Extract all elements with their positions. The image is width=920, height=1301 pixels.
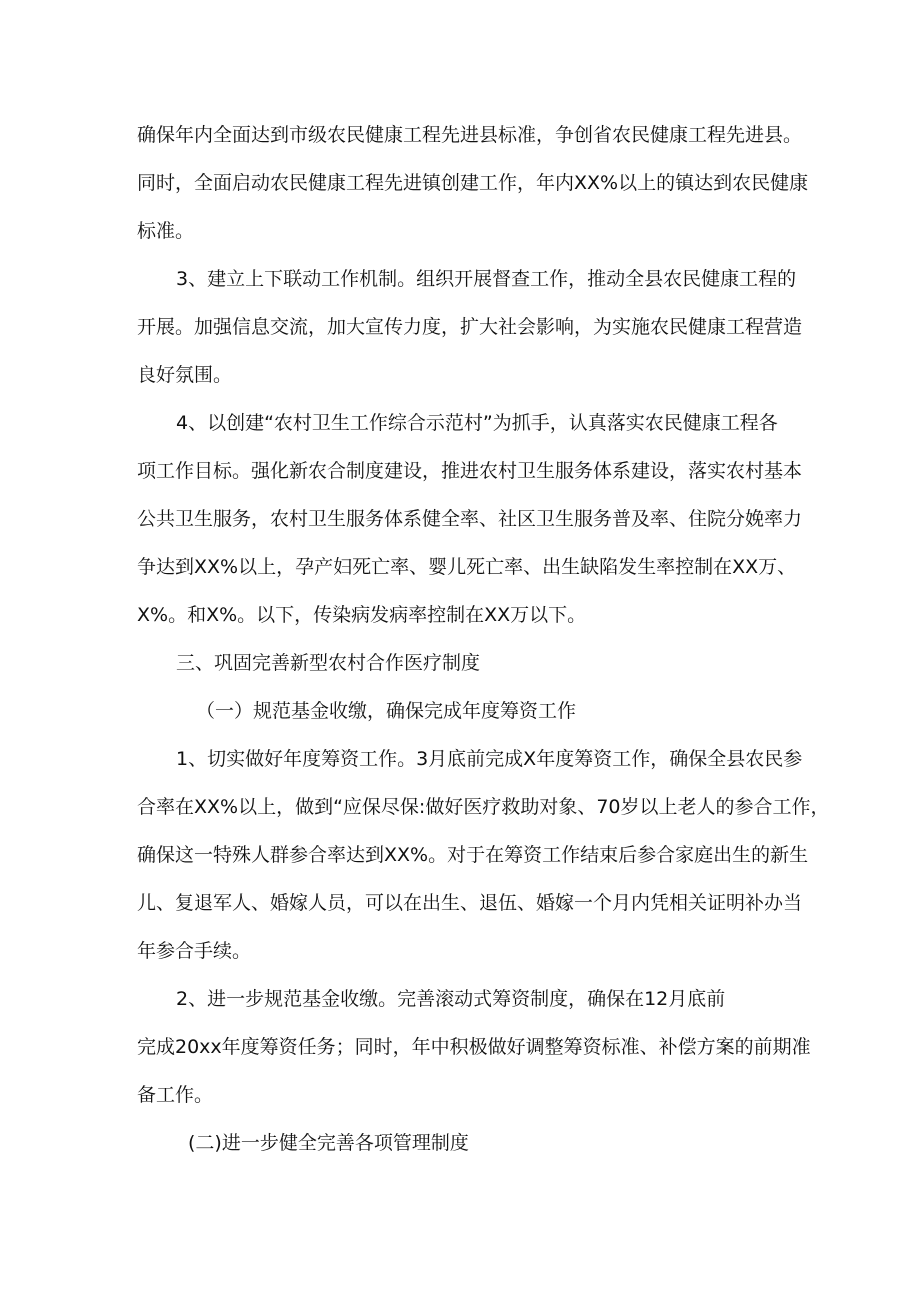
text-line: X%。和X%。以下，传染病发病率控制在XX万以下。 <box>137 604 587 626</box>
text-line: 开展。加强信息交流，加大宣传力度，扩大社会影响，为实施农民健康工程营造 <box>137 316 803 338</box>
text-line: 合率在XX%以上，做到“应保尽保:做好医疗救助对象、70岁以上老人的参合工作， <box>137 796 830 818</box>
text-line: 确保这一特殊人群参合率达到XX%。对于在筹资工作结束后参合家庭出生的新生 <box>137 844 809 866</box>
text-line: 备工作。 <box>137 1084 214 1106</box>
text-line: 项工作目标。强化新农合制度建设，推进农村卫生服务体系建设，落实农村基本 <box>137 460 803 482</box>
section-heading: 三、巩固完善新型农村合作医疗制度 <box>176 652 481 674</box>
subsection-heading: (二)进一步健全完善各项管理制度 <box>188 1132 469 1154</box>
text-line: 儿、复退军人、婚嫁人员，可以在出生、退伍、婚嫁一个月内凭相关证明补办当 <box>137 892 803 914</box>
text-line: 完成20xx年度筹资任务；同时，年中积极做好调整筹资标准、补偿方案的前期准 <box>137 1036 811 1058</box>
paragraph-start: 4、以创建“农村卫生工作综合示范村”为抓手，认真落实农民健康工程各 <box>176 412 778 434</box>
text-line: 同时，全面启动农民健康工程先进镇创建工作，年内XX%以上的镇达到农民健康 <box>137 172 809 194</box>
text-line: 确保年内全面达到市级农民健康工程先进县标准，争创省农民健康工程先进县。 <box>137 124 803 146</box>
paragraph-start: 2、进一步规范基金收缴。完善滚动式筹资制度，确保在12月底前 <box>176 988 726 1010</box>
text-line: 公共卫生服务，农村卫生服务体系健全率、社区卫生服务普及率、住院分娩率力 <box>137 508 803 530</box>
subsection-heading: （一）规范基金收缴，确保完成年度筹资工作 <box>196 700 577 722</box>
text-line: 年参合手续。 <box>137 940 252 962</box>
text-line: 争达到XX%以上，孕产妇死亡率、婴儿死亡率、出生缺陷发生率控制在XX万、 <box>137 556 797 578</box>
paragraph-start: 3、建立上下联动工作机制。组织开展督查工作，推动全县农民健康工程的 <box>176 268 797 290</box>
text-line: 良好氛围。 <box>137 364 233 386</box>
paragraph-start: 1、切实做好年度筹资工作。3月底前完成X年度筹资工作，确保全县农民参 <box>176 748 803 770</box>
text-line: 标准。 <box>137 220 195 242</box>
